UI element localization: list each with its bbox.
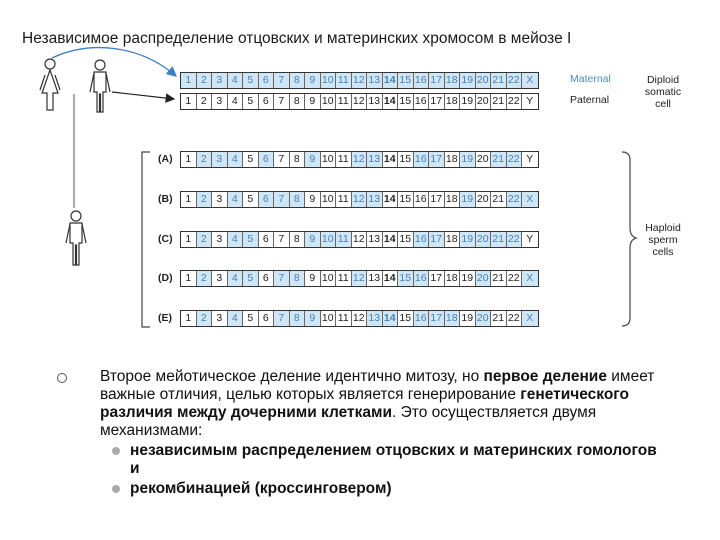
chromosome-12: 12 bbox=[352, 311, 368, 326]
maternal-strip bbox=[180, 72, 539, 89]
chromosome-13: 13 bbox=[367, 152, 383, 167]
chromosome-12: 12 bbox=[352, 73, 368, 88]
chromosome-2: 2 bbox=[197, 192, 213, 207]
chromosome-14: 14 bbox=[383, 271, 399, 286]
chromosome-8: 8 bbox=[290, 73, 306, 88]
sex-chromosome: X bbox=[522, 271, 538, 286]
chromosome-18: 18 bbox=[445, 311, 461, 326]
chromosome-3: 3 bbox=[212, 73, 228, 88]
chromosome-15: 15 bbox=[398, 271, 414, 286]
chromosome-9: 9 bbox=[305, 192, 321, 207]
chromosome-6: 6 bbox=[259, 94, 275, 109]
row-label: (D) bbox=[158, 272, 173, 284]
chromosome-13: 13 bbox=[367, 271, 383, 286]
bullet-icon bbox=[112, 447, 120, 455]
woman-icon bbox=[40, 59, 60, 110]
chromosome-11: 11 bbox=[336, 311, 352, 326]
chromosome-10: 10 bbox=[321, 94, 337, 109]
chromosome-8: 8 bbox=[290, 192, 306, 207]
chromosome-7: 7 bbox=[274, 271, 290, 286]
chromosome-10: 10 bbox=[321, 73, 337, 88]
chromosome-2: 2 bbox=[197, 311, 213, 326]
chromosome-5: 5 bbox=[243, 192, 259, 207]
chromosome-13: 13 bbox=[367, 232, 383, 247]
chromosome-14: 14 bbox=[383, 192, 399, 207]
sperm-strip bbox=[180, 191, 539, 208]
chromosome-5: 5 bbox=[243, 73, 259, 88]
paragraph-bullet-icon bbox=[57, 373, 67, 383]
chromosome-15: 15 bbox=[398, 73, 414, 88]
chromosome-2: 2 bbox=[197, 94, 213, 109]
chromosome-1: 1 bbox=[181, 311, 197, 326]
chromosome-9: 9 bbox=[305, 232, 321, 247]
row-label: (B) bbox=[158, 193, 173, 205]
chromosome-21: 21 bbox=[491, 152, 507, 167]
row-label: (C) bbox=[158, 233, 173, 245]
chromosome-3: 3 bbox=[212, 152, 228, 167]
sex-chromosome: Y bbox=[522, 152, 538, 167]
chromosome-12: 12 bbox=[352, 232, 368, 247]
chromosome-16: 16 bbox=[414, 73, 430, 88]
chromosome-7: 7 bbox=[274, 192, 290, 207]
chromosome-4: 4 bbox=[228, 271, 244, 286]
chromosome-9: 9 bbox=[305, 311, 321, 326]
chromosome-21: 21 bbox=[491, 311, 507, 326]
row-label: (E) bbox=[158, 312, 172, 324]
chromosome-19: 19 bbox=[460, 232, 476, 247]
chromosome-6: 6 bbox=[259, 73, 275, 88]
maternal-label: Maternal bbox=[570, 73, 611, 85]
chromosome-13: 13 bbox=[367, 73, 383, 88]
bullet-item: рекомбинацией (кроссинговером) bbox=[100, 480, 660, 498]
chromosome-17: 17 bbox=[429, 232, 445, 247]
chromosome-16: 16 bbox=[414, 271, 430, 286]
chromosome-8: 8 bbox=[290, 152, 306, 167]
paternal-strip bbox=[180, 93, 539, 110]
chromosome-5: 5 bbox=[243, 152, 259, 167]
paternal-label: Paternal bbox=[570, 94, 610, 106]
chromosome-16: 16 bbox=[414, 232, 430, 247]
chromosome-18: 18 bbox=[445, 152, 461, 167]
chromosome-2: 2 bbox=[197, 232, 213, 247]
chromosome-18: 18 bbox=[445, 94, 461, 109]
sex-chromosome: X bbox=[522, 192, 538, 207]
chromosome-11: 11 bbox=[336, 94, 352, 109]
sperm-strip bbox=[180, 231, 539, 248]
right-brace bbox=[622, 152, 636, 326]
row-label: (A) bbox=[158, 153, 173, 165]
chromosome-4: 4 bbox=[228, 232, 244, 247]
chromosome-1: 1 bbox=[181, 232, 197, 247]
son-icon bbox=[66, 211, 86, 265]
chromosome-22: 22 bbox=[507, 152, 523, 167]
chromosome-6: 6 bbox=[259, 311, 275, 326]
chromosome-22: 22 bbox=[507, 192, 523, 207]
chromosome-13: 13 bbox=[367, 94, 383, 109]
chromosome-4: 4 bbox=[228, 192, 244, 207]
chromosome-20: 20 bbox=[476, 271, 492, 286]
paternal-arrow bbox=[112, 92, 174, 99]
chromosome-20: 20 bbox=[476, 311, 492, 326]
chromosome-16: 16 bbox=[414, 94, 430, 109]
chromosome-19: 19 bbox=[460, 94, 476, 109]
chromosome-1: 1 bbox=[181, 271, 197, 286]
chromosome-2: 2 bbox=[197, 271, 213, 286]
chromosome-22: 22 bbox=[507, 94, 523, 109]
sperm-strip bbox=[180, 151, 539, 168]
chromosome-19: 19 bbox=[460, 271, 476, 286]
chromosome-3: 3 bbox=[212, 271, 228, 286]
chromosome-11: 11 bbox=[336, 73, 352, 88]
chromosome-1: 1 bbox=[181, 152, 197, 167]
sex-chromosome: X bbox=[522, 73, 538, 88]
sex-chromosome: X bbox=[522, 311, 538, 326]
chromosome-20: 20 bbox=[476, 73, 492, 88]
chromosome-15: 15 bbox=[398, 94, 414, 109]
maternal-arrow bbox=[52, 48, 176, 76]
bullet-icon bbox=[112, 485, 120, 493]
chromosome-17: 17 bbox=[429, 311, 445, 326]
chromosome-13: 13 bbox=[367, 311, 383, 326]
chromosome-18: 18 bbox=[445, 271, 461, 286]
chromosome-19: 19 bbox=[460, 192, 476, 207]
chromosome-14: 14 bbox=[383, 311, 399, 326]
chromosome-8: 8 bbox=[290, 271, 306, 286]
left-bracket bbox=[142, 152, 150, 327]
chromosome-6: 6 bbox=[259, 152, 275, 167]
chromosome-19: 19 bbox=[460, 152, 476, 167]
chromosome-14: 14 bbox=[383, 232, 399, 247]
chromosome-17: 17 bbox=[429, 152, 445, 167]
chromosome-17: 17 bbox=[429, 94, 445, 109]
chromosome-11: 11 bbox=[336, 232, 352, 247]
chromosome-1: 1 bbox=[181, 192, 197, 207]
chromosome-4: 4 bbox=[228, 94, 244, 109]
chromosome-7: 7 bbox=[274, 152, 290, 167]
chromosome-10: 10 bbox=[321, 152, 337, 167]
chromosome-22: 22 bbox=[507, 232, 523, 247]
chromosome-15: 15 bbox=[398, 232, 414, 247]
chromosome-14: 14 bbox=[383, 73, 399, 88]
chromosome-6: 6 bbox=[259, 271, 275, 286]
chromosome-22: 22 bbox=[507, 271, 523, 286]
chromosome-4: 4 bbox=[228, 152, 244, 167]
sex-chromosome: Y bbox=[522, 94, 538, 109]
chromosome-21: 21 bbox=[491, 94, 507, 109]
chromosome-12: 12 bbox=[352, 94, 368, 109]
chromosome-15: 15 bbox=[398, 192, 414, 207]
chromosome-18: 18 bbox=[445, 232, 461, 247]
chromosome-19: 19 bbox=[460, 73, 476, 88]
chromosome-2: 2 bbox=[197, 152, 213, 167]
chromosome-11: 11 bbox=[336, 192, 352, 207]
chromosome-4: 4 bbox=[228, 311, 244, 326]
chromosome-8: 8 bbox=[290, 232, 306, 247]
bullet-item: независимым распределением отцовских и материнских гомологов и bbox=[100, 442, 660, 478]
chromosome-5: 5 bbox=[243, 311, 259, 326]
man-icon bbox=[90, 60, 110, 112]
chromosome-10: 10 bbox=[321, 192, 337, 207]
chromosome-12: 12 bbox=[352, 271, 368, 286]
chromosome-9: 9 bbox=[305, 152, 321, 167]
main-paragraph: Второе мейотическое деление идентично митозу, но первое деление имеет важные отличия, целью которых является генерирование генетического различия между дочерними клетками. Это осуществляется двумя механизмами: bbox=[100, 368, 655, 439]
chromosome-18: 18 bbox=[445, 192, 461, 207]
chromosome-12: 12 bbox=[352, 152, 368, 167]
chromosome-9: 9 bbox=[305, 73, 321, 88]
chromosome-6: 6 bbox=[259, 232, 275, 247]
chromosome-17: 17 bbox=[429, 73, 445, 88]
chromosome-16: 16 bbox=[414, 311, 430, 326]
chromosome-9: 9 bbox=[305, 271, 321, 286]
chromosome-7: 7 bbox=[274, 73, 290, 88]
chromosome-10: 10 bbox=[321, 311, 337, 326]
chromosome-16: 16 bbox=[414, 192, 430, 207]
chromosome-8: 8 bbox=[290, 94, 306, 109]
chromosome-5: 5 bbox=[243, 232, 259, 247]
slide-title: Независимое распределение отцовских и материнских хромосом в мейозе I bbox=[22, 30, 572, 47]
chromosome-21: 21 bbox=[491, 73, 507, 88]
chromosome-3: 3 bbox=[212, 94, 228, 109]
chromosome-13: 13 bbox=[367, 192, 383, 207]
chromosome-2: 2 bbox=[197, 73, 213, 88]
chromosome-11: 11 bbox=[336, 152, 352, 167]
chromosome-16: 16 bbox=[414, 152, 430, 167]
chromosome-21: 21 bbox=[491, 271, 507, 286]
chromosome-12: 12 bbox=[352, 192, 368, 207]
chromosome-9: 9 bbox=[305, 94, 321, 109]
chromosome-1: 1 bbox=[181, 73, 197, 88]
chromosome-3: 3 bbox=[212, 311, 228, 326]
diploid-label: Diploid somatic cell bbox=[644, 74, 682, 110]
chromosome-17: 17 bbox=[429, 271, 445, 286]
chromosome-22: 22 bbox=[507, 311, 523, 326]
chromosome-3: 3 bbox=[212, 192, 228, 207]
chromosome-21: 21 bbox=[491, 232, 507, 247]
chromosome-18: 18 bbox=[445, 73, 461, 88]
sperm-strip bbox=[180, 270, 539, 287]
body-text bbox=[100, 368, 660, 498]
chromosome-7: 7 bbox=[274, 94, 290, 109]
chromosome-14: 14 bbox=[383, 152, 399, 167]
chromosome-11: 11 bbox=[336, 271, 352, 286]
chromosome-17: 17 bbox=[429, 192, 445, 207]
chromosome-10: 10 bbox=[321, 232, 337, 247]
chromosome-15: 15 bbox=[398, 311, 414, 326]
sex-chromosome: Y bbox=[522, 232, 538, 247]
haploid-label: Haploid sperm cells bbox=[645, 222, 681, 258]
chromosome-6: 6 bbox=[259, 192, 275, 207]
chromosome-5: 5 bbox=[243, 94, 259, 109]
chromosome-5: 5 bbox=[243, 271, 259, 286]
sperm-strip bbox=[180, 310, 539, 327]
chromosome-10: 10 bbox=[321, 271, 337, 286]
chromosome-20: 20 bbox=[476, 232, 492, 247]
chromosome-3: 3 bbox=[212, 232, 228, 247]
chromosome-19: 19 bbox=[460, 311, 476, 326]
chromosome-7: 7 bbox=[274, 232, 290, 247]
chromosome-22: 22 bbox=[507, 73, 523, 88]
chromosome-20: 20 bbox=[476, 152, 492, 167]
chromosome-1: 1 bbox=[181, 94, 197, 109]
chromosome-20: 20 bbox=[476, 94, 492, 109]
chromosome-7: 7 bbox=[274, 311, 290, 326]
chromosome-15: 15 bbox=[398, 152, 414, 167]
chromosome-21: 21 bbox=[491, 192, 507, 207]
chromosome-14: 14 bbox=[383, 94, 399, 109]
chromosome-20: 20 bbox=[476, 192, 492, 207]
chromosome-8: 8 bbox=[290, 311, 306, 326]
chromosome-4: 4 bbox=[228, 73, 244, 88]
